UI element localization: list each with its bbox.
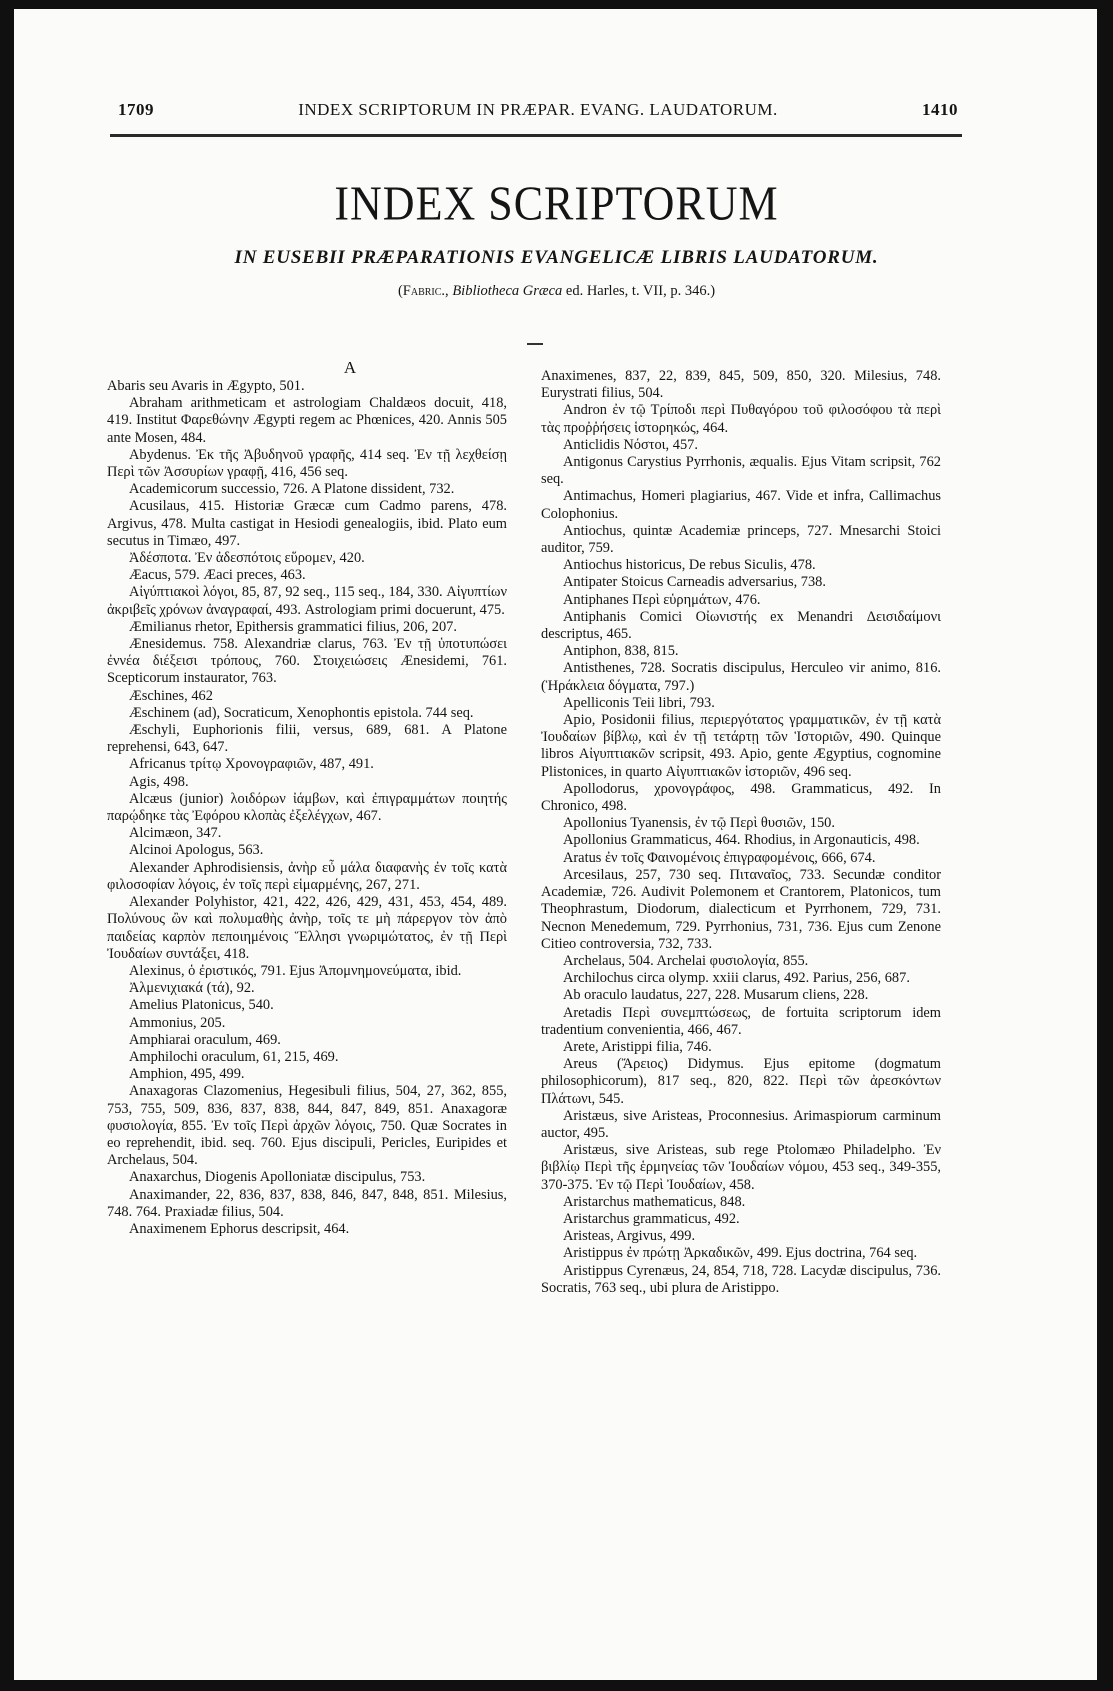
index-entry: Ammonius, 205. [129, 1014, 226, 1031]
page-subtitle: IN EUSEBII PRÆPARATIONIS EVANGELICÆ LIBRIS LAUDATORUM. [234, 247, 879, 268]
index-entry: Agis, 498. [129, 773, 189, 790]
index-entry: Abaris seu Avaris in Ægypto, 501. [107, 378, 305, 394]
running-title: INDEX SCRIPTORUM IN PRÆPAR. EVANG. LAUDATORUM. [298, 100, 778, 119]
index-entry: Æschines, 462 [129, 687, 213, 704]
index-entry: Amphilochi oraculum, 61, 215, 469. [129, 1048, 339, 1065]
index-entry: Antiphanis Comici Οἰωνιστής ex Menandri Δεισιδαίμονι descriptus, 465. [541, 608, 941, 643]
source-citation [0, 283, 1113, 300]
index-entry: Arete, Aristippi filia, 746. [563, 1038, 712, 1055]
index-entry: Anaximander, 22, 836, 837, 838, 846, 847, 848, 851. Milesius, 748. 764. Praxiadæ filius, 504. [107, 1186, 507, 1220]
index-entry: Aristæus, sive Aristeas, Proconnesius. Arimaspiorum carminum auctor, 495. [541, 1107, 941, 1141]
index-entry: Antimachus, Homeri plagiarius, 467. Vide et infra, Callimachus Colophonius. [541, 488, 941, 522]
right-column [541, 368, 941, 1297]
index-entry: Acusilaus, 415. Historiæ Græcæ cum Cadmo parens, 478. Argivus, 478. Multa castigat in Hesiodi genealogiis, ibid. Plato eum secutus in Timæo, 497. [107, 498, 507, 549]
source-author: Fabric., [402, 283, 449, 299]
index-entry: Apollonius Grammaticus, 464. Rhodius, in Argonauticis, 498. [563, 832, 920, 849]
index-entry: Ab oraculo laudatus, 227, 228. Musarum cliens, 228. [563, 987, 869, 1004]
index-entry: Æschyli, Euphorionis filii, versus, 689, 681. A Platone reprehensi, 643, 647. [107, 722, 507, 756]
index-entry: Antiphanes Περὶ εὑρημάτων, 476. [563, 591, 761, 608]
index-entry: Ἀλμενιχιακά (τά), 92. [129, 980, 255, 997]
index-entry: Alcimæon, 347. [129, 825, 222, 842]
index-entry: Alcinoi Apologus, 563. [129, 842, 264, 859]
section-divider [527, 343, 543, 345]
index-entry: Alexinus, ὁ ἐριστικός, 791. Ejus Ἀπομνημονεύματα, ibid. [129, 962, 462, 979]
index-entry: Apelliconis Teii libri, 793. [563, 694, 715, 711]
index-entry: Æacus, 579. Æaci preces, 463. [129, 567, 306, 584]
header-rule [110, 134, 962, 137]
index-entry: Abraham arithmeticam et astrologiam Chaldæos docuit, 418, 419. Institut Φαρεθώνην Ægypti regem ac Phœnices, 420. Annis 505 ante Mosen, 484. [107, 395, 507, 446]
index-entry: Antiochus historicus, De rebus Siculis, 478. [563, 557, 816, 574]
index-entry: Africanus τρίτῳ Χρονογραφιῶν, 487, 491. [129, 756, 374, 773]
index-entry: Amphion, 495, 499. [129, 1066, 245, 1083]
index-entry: Aristippus ἐν πρώτῃ Ἀρκαδικῶν, 499. Ejus doctrina, 764 seq. [563, 1245, 918, 1262]
index-entry: Anaxarchus, Diogenis Apolloniatæ discipulus, 753. [129, 1169, 426, 1186]
index-entry: Andron ἐν τῷ Τρίποδι περὶ Πυθαγόρου τοῦ φιλοσόφου τὰ περὶ τὰς προῤῥήσεις ἱστορηκώς, 464. [541, 402, 941, 436]
frame-bottom [0, 1680, 1113, 1691]
source-work: Bibliotheca Græca [452, 283, 563, 299]
index-entry: Amelius Platonicus, 540. [129, 997, 274, 1014]
index-entry: Æschinem (ad), Socraticum, Xenophontis epistola. 744 seq. [129, 704, 474, 721]
index-entry: Antiochus, quintæ Academiæ princeps, 727. Mnesarchi Stoici auditor, 759. [541, 522, 941, 557]
index-entry: Antiphon, 838, 815. [563, 643, 679, 660]
source-prefix: ( [397, 283, 403, 299]
index-entry: Antisthenes, 728. Socratis discipulus, Herculeo vir animo, 816. (Ἡράκλεια δόγματα, 797.) [541, 660, 941, 694]
page-number-left: 1709 [118, 100, 154, 119]
index-entry: Aristippus Cyrenæus, 24, 854, 718, 728. Lacydæ discipulus, 736. Socratis, 763 seq., ubi plura de Aristippo. [541, 1262, 941, 1296]
index-entry: Apio, Posidonii filius, περιεργότατος γραμματικῶν, ἐν τῇ κατὰ Ἰουδαίων βίβλῳ, καὶ ἐν τῇ τετάρτῃ τῶν Ἱστοριῶν, 490. Quinque libros Αἰγυπτιακῶν scripsit, 493. Apio, gente Ægyptius, cognomine Plistonices, in quarto Αἰγυπτιακῶν ἱστοριῶν, 496 seq. [541, 712, 941, 780]
index-entry: Alexander Polyhistor, 421, 422, 426, 429, 431, 453, 454, 489. Πολύνους ὢν καὶ πολυμαθὴς ἀνὴρ, τοῖς τε μὴ πάρεργον τὸν ἀπὸ παιδείας καρπὸν πεποιημένοις Ἕλλησι γνωριμώτατος, ἐν τῇ Περὶ Ἰουδαίων συντάξει, 418. [107, 894, 507, 962]
page-number-right: 1410 [922, 100, 958, 119]
left-column [107, 378, 507, 1238]
running-header [118, 100, 958, 126]
source-details: ed. Harles, t. VII, p. 346.) [565, 283, 716, 299]
index-entry: Antipater Stoicus Carneadis adversarius, 738. [563, 574, 826, 591]
index-entry: Æmilianus rhetor, Epithersis grammatici filius, 206, 207. [129, 618, 457, 635]
index-entry: Alcæus (junior) λοιδόρων ἰάμβων, καὶ ἐπιγραμμάτων ποιητής παρῴδηκε τὰς Ἐφόρου κλοπὰς ἐξελέγχων, 467. [107, 790, 507, 825]
index-entry: Antigonus Carystius Pyrrhonis, æqualis. Ejus Vitam scripsit, 762 seq. [541, 454, 941, 488]
index-entry: Anaximenem Ephorus descripsit, 464. [129, 1220, 350, 1237]
index-entry: Ἀδέσποτα. Ἐν ἀδεσπότοις εὕρομεν, 420. [129, 550, 365, 567]
index-entry: Academicorum successio, 726. A Platone dissident, 732. [129, 481, 455, 498]
index-entry: Aristarchus mathematicus, 848. [563, 1193, 746, 1210]
index-entry: Anaxagoras Clazomenius, Hegesibuli filius, 504, 27, 362, 855, 753, 755, 509, 836, 837, 838, 844, 847, 849, 851. Anaxagoræ φυσιολογία, 855. Ἐν τοῖς Περὶ ἀρχῶν λόγοις, 750. Quæ Socrates in eo reprehendit, ibid. seq. 760. Ejus discipuli, Pericles, Euripides et Archelaus, 504. [107, 1083, 507, 1169]
section-letter: A [343, 358, 357, 377]
index-entry: Aristeas, Argivus, 499. [563, 1228, 696, 1245]
index-entry: Areus (Ἄρειος) Didymus. Ejus epitome (dogmatum philosophicorum), 817 seq., 820, 822. Περὶ τῶν ἀρεσκόντων Πλάτωνι, 545. [541, 1056, 941, 1107]
index-entry: Arcesilaus, 257, 730 seq. Πιταναῖος, 733. Secundæ conditor Academiæ, 726. Audivit Polemonem et Crantorem, Platonicos, tum Theophrastum, Diodorum, dialecticum et Pyrrhonem, 729, 731. Necnon Menedemum, 729. Pyrrhonius, 731, 736. Ejus cum Zenone Citieo controversia, 732, 733. [541, 866, 941, 952]
index-entry: Αἰγύπτιακοὶ λόγοι, 85, 87, 92 seq., 115 seq., 184, 330. Αἰγυπτίων ἀκριβεῖς χρόνων ἀναγραφαί, 493. Astrologiam primi docuerunt, 475. [107, 584, 507, 618]
index-entry: Ænesidemus. 758. Alexandriæ clarus, 763. Ἐν τῇ ὑποτυπώσει ἐννέα διέξεισι τρόπους, 760. Στοιχειώσεις Ænesidemi, 761. Scepticorum instaurator, 763. [107, 636, 507, 687]
index-entry: Anaximenes, 837, 22, 839, 845, 509, 850, 320. Milesius, 748. Eurystrati filius, 504. [541, 368, 941, 402]
index-entry: Aratus ἐν τοῖς Φαινομένοις ἐπιγραφομένοις, 666, 674. [563, 849, 876, 866]
index-entry: Archelaus, 504. Archelai φυσιολογία, 855. [563, 952, 809, 969]
frame-top [0, 0, 1113, 9]
index-entry: Apollodorus, χρονογράφος, 498. Grammaticus, 492. In Chronico, 498. [541, 780, 941, 815]
index-entry: Aristæus, sive Aristeas, sub rege Ptolomæo Philadelpho. Ἐν βιβλίῳ Περὶ τῆς ἑρμηνείας τῶν Ἰουδαίων νόμου, 453 seq., 349-355, 370-375. Ἐν τῷ Περὶ Ἰουδαίων, 458. [541, 1142, 941, 1193]
index-entry: Amphiarai oraculum, 469. [129, 1031, 281, 1048]
index-entry: Alexander Aphrodisiensis, ἀνὴρ εὖ μάλα διαφανὴς ἐν τοῖς κατὰ φιλοσοφίαν λόγοις, ἐν τοῖς περὶ εἱμαρμένης, 267, 271. [107, 859, 507, 893]
index-entry: Apollonius Tyanensis, ἐν τῷ Περὶ θυσιῶν, 150. [563, 815, 835, 832]
index-entry: Archilochus circa olymp. xxiii clarus, 492. Parius, 256, 687. [563, 970, 910, 987]
index-entry: Aretadis Περὶ συνεμπτώσεως, de fortuita scriptorum idem tradentium convenientia, 466, 467. [541, 1004, 941, 1038]
index-entry: Abydenus. Ἐκ τῆς Ἀβυδηνοῦ γραφῆς, 414 seq. Ἐν τῇ λεχθείσῃ Περὶ τῶν Ἀσσυρίων γραφῇ, 416, 456 seq. [107, 446, 507, 481]
index-entry: Aristarchus grammaticus, 492. [563, 1210, 740, 1227]
page-title: INDEX SCRIPTORUM [334, 176, 779, 231]
index-entry: Anticlidis Νόστοι, 457. [563, 436, 698, 453]
